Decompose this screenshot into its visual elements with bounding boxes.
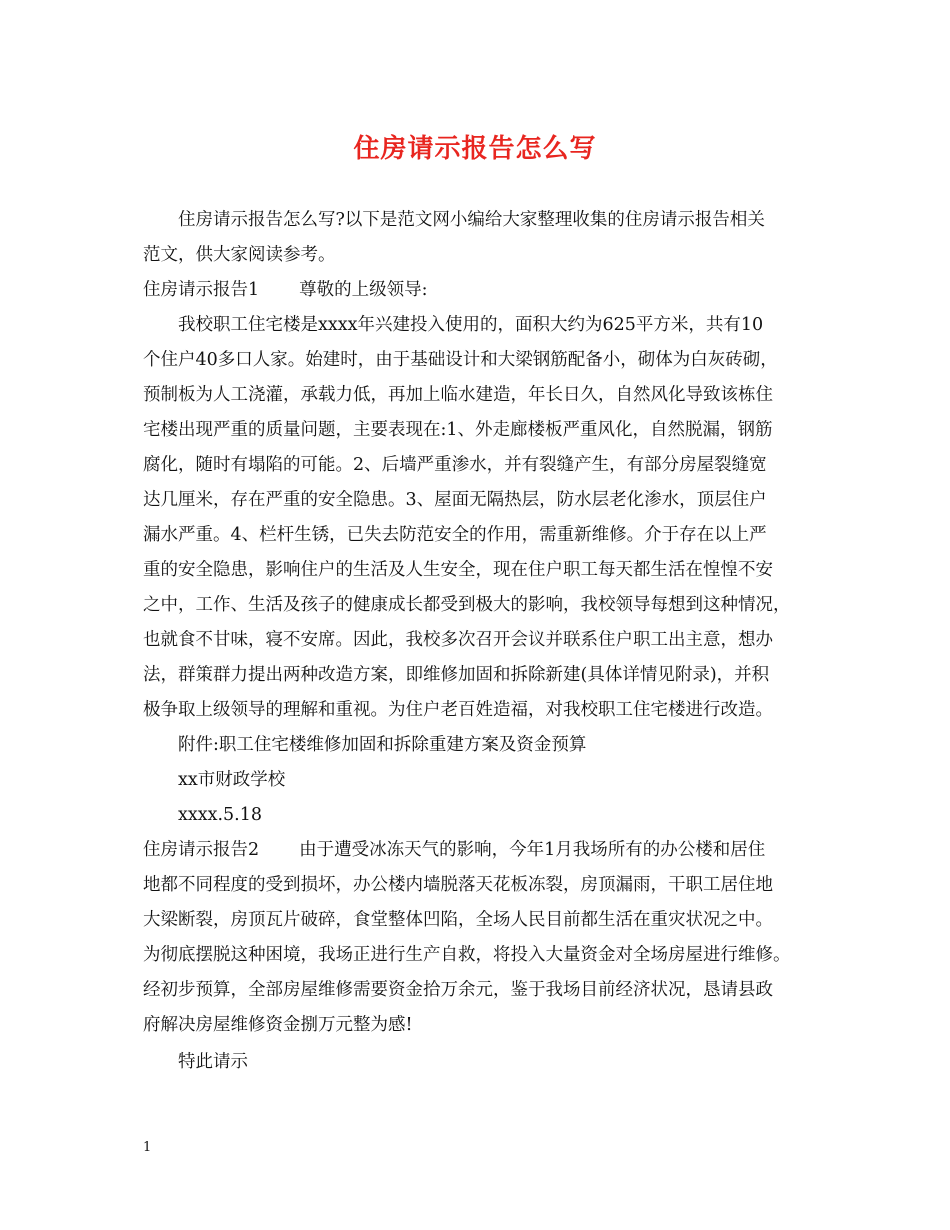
body-line: 也就食不甘味，寝不安席。因此，我校多次召开会议并联系住户职工出主意，想办 [143, 630, 773, 650]
page-title: 住房请示报告怎么写 [353, 134, 597, 164]
body-line: 漏水严重。4、栏杆生锈，已失去防范安全的作用，需重新维修。介于存在以上严 [143, 525, 767, 545]
body-line: 为彻底摆脱这种困境，我场正进行生产自救，将投入大量资金对全场房屋进行维修。 [143, 945, 791, 965]
intro-line-2: 范文，供大家阅读参考。 [143, 245, 336, 265]
body-line: 极争取上级领导的理解和重视。为住户老百姓造福，对我校职工住宅楼进行改造。 [143, 700, 773, 720]
signature-date: xxxx.5.18 [178, 805, 263, 825]
report-2-heading-line [143, 842, 765, 860]
body-line: 之中，工作、生活及孩子的健康成长都受到极大的影响，我校领导每想到这种情况， [143, 595, 791, 615]
report-1-salutation: 尊敬的上级领导: [299, 280, 428, 300]
page-number: 1 [143, 1140, 152, 1155]
report-2-first-line: 由于遭受冰冻天气的影响，今年1月我场所有的办公楼和居住 [299, 840, 766, 860]
body-line: 个住户40多口人家。始建时，由于基础设计和大梁钢筋配备小，砌体为白灰砖砌， [143, 350, 778, 370]
body-line: 预制板为人工浇灌，承载力低，再加上临水建造，年长日久，自然风化导致该栋住 [143, 385, 773, 405]
attachment-line: 附件:职工住宅楼维修加固和拆除重建方案及资金预算 [178, 735, 587, 755]
body-line: 我校职工住宅楼是xxxx年兴建投入使用的，面积大约为625平方米，共有10 [178, 315, 764, 335]
body-line: 腐化，随时有塌陷的可能。2、后墙严重渗水，并有裂缝产生，有部分房屋裂缝宽 [143, 455, 767, 475]
body-line: 经初步预算，全部房屋维修需要资金拾万余元，鉴于我场目前经济状况，恳请县政 [143, 980, 773, 1000]
body-line: 大梁断裂，房顶瓦片破碎，食堂整体凹陷，全场人民目前都生活在重灾状况之中。 [143, 910, 773, 930]
body-line: 法，群策群力提出两种改造方案，即维修加固和拆除新建(具体详情见附录)，并积 [143, 665, 770, 685]
body-line: 府解决房屋维修资金捌万元整为感! [143, 1015, 413, 1035]
body-line: 重的安全隐患，影响住户的生活及人生安全，现在住户职工每天都生活在惶惶不安 [143, 560, 773, 580]
body-line: 地都不同程度的受到损坏，办公楼内墙脱落天花板冻裂，房顶漏雨，干职工居住地 [143, 875, 773, 895]
report-1-heading-line [143, 282, 428, 300]
signature-organization: xx市财政学校 [178, 770, 286, 790]
report-1-heading: 住房请示报告1 [143, 280, 260, 300]
body-line: 宅楼出现严重的质量问题，主要表现在:1、外走廊楼板严重风化，自然脱漏，钢筋 [143, 420, 773, 440]
report-2-heading: 住房请示报告2 [143, 840, 260, 860]
intro-line-1: 住房请示报告怎么写?以下是范文网小编给大家整理收集的住房请示报告相关 [178, 210, 765, 230]
body-line: 达几厘米，存在严重的安全隐患。3、屋面无隔热层，防水层老化渗水，顶层住户 [143, 490, 767, 510]
closing-line: 特此请示 [178, 1052, 248, 1072]
